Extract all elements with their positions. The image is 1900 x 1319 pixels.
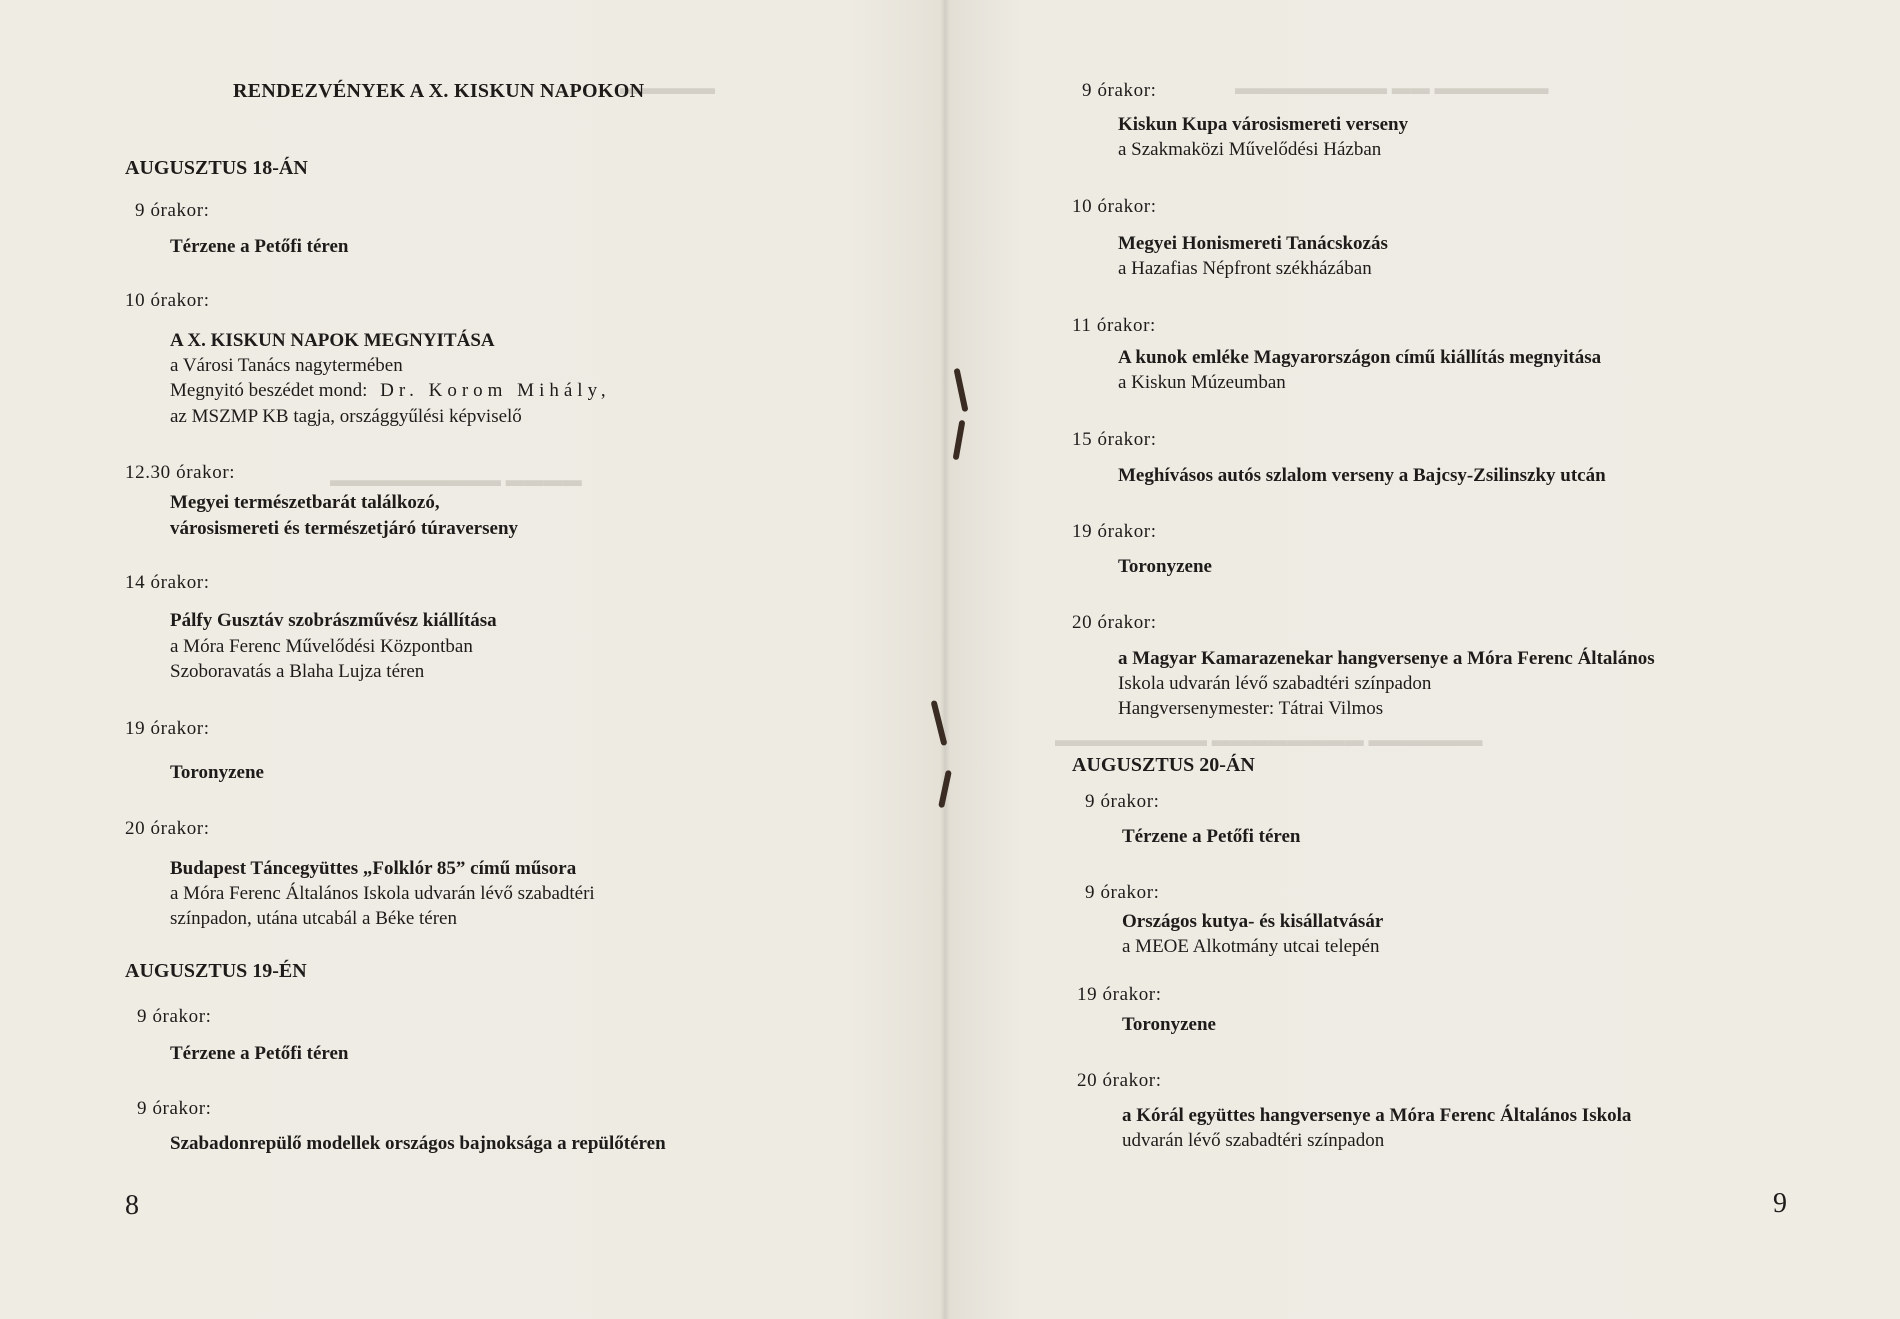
event-place: udvarán lévő szabadtéri színpadon <box>1122 1130 1385 1151</box>
event-title: Budapest Táncegyüttes „Folklór 85” című műsora <box>170 858 577 879</box>
show-through-text: ▬▬▬▬▬▬ ▬▬▬▬▬▬▬▬ ▬▬▬▬▬▬▬▬ <box>1055 730 1483 751</box>
event-title: Toronyzene <box>1118 556 1212 577</box>
event-title: Szabadonrepülő modellek országos bajnoksága a repülőtéren <box>170 1133 666 1154</box>
event-time: 19 órakor: <box>125 718 210 739</box>
event-title: a Magyar Kamarazenekar hangversenye a Móra Ferenc Általános <box>1118 648 1655 669</box>
event-time: 9 órakor: <box>137 1098 212 1119</box>
page-title: RENDEZVÉNYEK A X. KISKUN NAPOKON <box>233 80 645 102</box>
speech-prefix: Megnyitó beszédet mond: <box>170 380 368 401</box>
event-title: Megyei természetbarát találkozó, <box>170 492 440 513</box>
event-speech-line <box>170 380 611 402</box>
event-time: 20 órakor: <box>125 818 210 839</box>
event-time: 11 órakor: <box>1072 315 1156 336</box>
speaker-role: az MSZMP KB tagja, országgyűlési képviselő <box>170 406 522 427</box>
event-place: színpadon, utána utcabál a Béke téren <box>170 908 457 929</box>
event-time: 20 órakor: <box>1077 1070 1162 1091</box>
event-title: Pálfy Gusztáv szobrászművész kiállítása <box>170 610 497 631</box>
page-fold <box>940 0 950 1319</box>
event-place: a Szakmaközi Művelődési Házban <box>1118 139 1382 160</box>
event-place: a Városi Tanács nagytermében <box>170 355 403 376</box>
page-number: 9 <box>1773 1188 1787 1219</box>
event-title: a Kórál együttes hangversenye a Móra Ferenc Általános Iskola <box>1122 1105 1632 1126</box>
event-time: 19 órakor: <box>1072 521 1157 542</box>
speaker-name: Dr. Korom Mihály, <box>380 380 611 401</box>
event-title: A kunok emléke Magyarországon című kiállítás megnyitása <box>1118 347 1602 368</box>
right-page <box>945 0 1900 1319</box>
event-place: a Kiskun Múzeumban <box>1118 372 1286 393</box>
date-heading-aug20: AUGUSZTUS 20-ÁN <box>1072 754 1255 776</box>
event-title: Térzene a Petőfi téren <box>170 1043 349 1064</box>
event-title: A X. KISKUN NAPOK MEGNYITÁSA <box>170 330 495 351</box>
left-page <box>0 0 945 1319</box>
event-title: Toronyzene <box>1122 1014 1216 1035</box>
show-through-text: ▬▬▬▬ ▬▬▬▬▬▬▬▬▬ <box>330 470 582 491</box>
event-title: Kiskun Kupa városismereti verseny <box>1118 114 1409 135</box>
event-time: 12.30 órakor: <box>125 462 236 483</box>
date-heading-aug19: AUGUSZTUS 19-ÉN <box>125 960 307 982</box>
event-title: városismereti és természetjáró túraverseny <box>170 518 519 539</box>
event-title: Térzene a Petőfi téren <box>1122 826 1301 847</box>
page-number: 8 <box>125 1190 139 1221</box>
event-time: 10 órakor: <box>1072 196 1157 217</box>
show-through-text: ▬▬▬▬▬▬ ▬▬ ▬▬▬▬▬▬▬▬ <box>1235 78 1549 99</box>
date-heading-aug18: AUGUSZTUS 18-ÁN <box>125 157 308 179</box>
event-time: 9 órakor: <box>1082 80 1157 101</box>
event-time: 19 órakor: <box>1077 984 1162 1005</box>
event-title: Megyei Honismereti Tanácskozás <box>1118 233 1388 254</box>
event-time: 14 órakor: <box>125 572 210 593</box>
event-time: 10 órakor: <box>125 290 210 311</box>
event-time: 9 órakor: <box>137 1006 212 1027</box>
event-time: 9 órakor: <box>135 200 210 221</box>
event-time: 20 órakor: <box>1072 612 1157 633</box>
event-place: a Hazafias Népfront székházában <box>1118 258 1372 279</box>
event-time: 9 órakor: <box>1085 882 1160 903</box>
event-extra: Hangversenymester: Tátrai Vilmos <box>1118 698 1384 719</box>
event-title: Országos kutya- és kisállatvásár <box>1122 911 1384 932</box>
event-place: Iskola udvarán lévő szabadtéri színpadon <box>1118 673 1432 694</box>
event-time: 15 órakor: <box>1072 429 1157 450</box>
event-time: 9 órakor: <box>1085 791 1160 812</box>
event-place: a Móra Ferenc Általános Iskola udvarán lévő szabadtéri <box>170 883 595 904</box>
event-place: a Móra Ferenc Művelődési Központban <box>170 636 473 657</box>
event-title: Meghívásos autós szlalom verseny a Bajcsy-Zsilinszky utcán <box>1118 465 1606 486</box>
event-title: Térzene a Petőfi téren <box>170 236 349 257</box>
event-place: a MEOE Alkotmány utcai telepén <box>1122 936 1380 957</box>
show-through-text: ▬▬▬▬▬ <box>620 78 715 99</box>
event-title: Toronyzene <box>170 762 264 783</box>
event-extra: Szoboravatás a Blaha Lujza téren <box>170 661 425 682</box>
